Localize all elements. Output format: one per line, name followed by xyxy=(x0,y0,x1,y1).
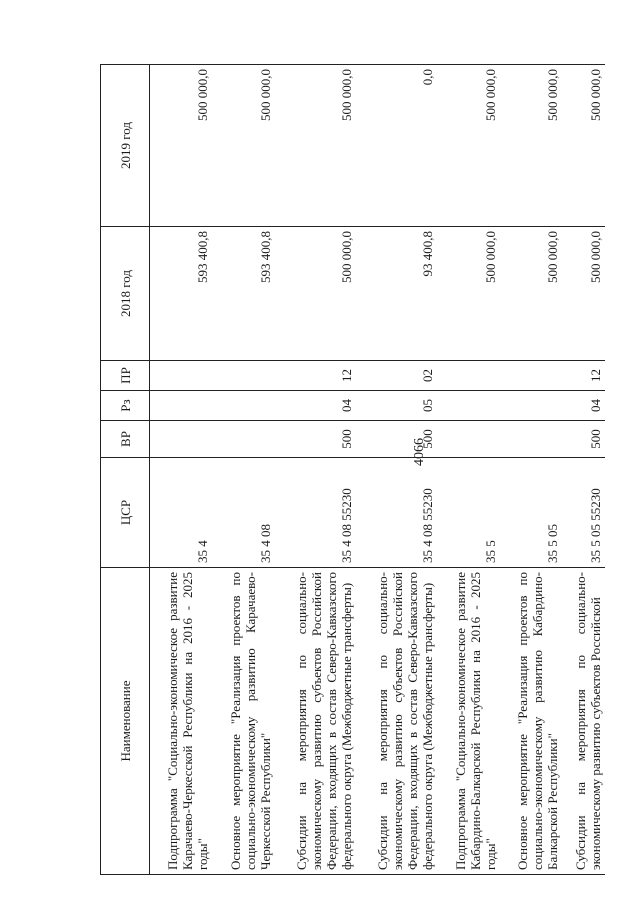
row-csr: 35 5 05 xyxy=(500,458,562,568)
row-2018: 500 000,0 xyxy=(437,227,499,361)
row-rz xyxy=(500,391,562,421)
row-name: Субсидии на мероприятия по социально-экономическому развитию субъектов Российской Федерации, входящих в состав Северо-Кавказского федерального округа (Межбюджетные трансферты) xyxy=(275,568,356,875)
row-vr xyxy=(437,421,499,458)
row-rz xyxy=(150,391,213,421)
table-row xyxy=(212,65,274,875)
row-pr: 12 xyxy=(562,361,605,391)
header-name: Наименование xyxy=(101,568,150,875)
row-2019: 500 000,0 xyxy=(500,65,562,227)
row-2018: 500 000,0 xyxy=(275,227,356,361)
row-csr: 35 4 xyxy=(150,458,213,568)
table-row xyxy=(437,65,499,875)
row-csr: 35 4 08 55230 xyxy=(275,458,356,568)
row-2018: 93 400,8 xyxy=(356,227,437,361)
row-rz: 04 xyxy=(562,391,605,421)
row-vr xyxy=(212,421,274,458)
row-rz xyxy=(212,391,274,421)
row-name: Субсидии на мероприятия по социально-экономическому развитию субъектов Российской Федерации, входящих в состав Северо-Кавказского федерального округа (Межбюджетные трансферты) xyxy=(356,568,437,875)
row-vr: 500 xyxy=(275,421,356,458)
row-csr: 35 4 08 xyxy=(212,458,274,568)
table-row xyxy=(150,65,213,875)
row-name: Подпрограмма "Социально-экономическое развитие Кабардино-Балкарской Республики на 2016 - 2025 годы" xyxy=(437,568,499,875)
row-name: Подпрограмма "Социально-экономическое развитие Карачаево-Черкесской Республики на 2016 - 2025 годы" xyxy=(150,568,213,875)
row-2019: 500 000,0 xyxy=(212,65,274,227)
row-2018: 593 400,8 xyxy=(150,227,213,361)
row-name: Основное мероприятие "Реализация проектов по социально-экономическому развитию Кабардино-Балкарской Республики" xyxy=(500,568,562,875)
row-rz: 04 xyxy=(275,391,356,421)
table-row xyxy=(356,65,437,875)
row-pr xyxy=(212,361,274,391)
table-row xyxy=(500,65,562,875)
row-pr xyxy=(150,361,213,391)
budget-table xyxy=(100,64,605,875)
row-rz xyxy=(437,391,499,421)
page-number: 4066 xyxy=(412,438,427,466)
row-2019: 0,0 xyxy=(356,65,437,227)
row-2019: 500 000,0 xyxy=(275,65,356,227)
row-csr: 35 4 08 55230 xyxy=(356,458,437,568)
row-pr xyxy=(437,361,499,391)
row-vr xyxy=(150,421,213,458)
row-2018: 500 000,0 xyxy=(562,227,605,361)
row-pr xyxy=(500,361,562,391)
row-pr: 12 xyxy=(275,361,356,391)
row-2019: 500 000,0 xyxy=(437,65,499,227)
table-row xyxy=(562,65,605,875)
row-2019: 500 000,0 xyxy=(562,65,605,227)
row-csr: 35 5 xyxy=(437,458,499,568)
row-vr xyxy=(500,421,562,458)
row-2019: 500 000,0 xyxy=(150,65,213,227)
row-2018: 593 400,8 xyxy=(212,227,274,361)
header-rz: Рз xyxy=(101,391,150,421)
header-2019: 2019 год xyxy=(101,65,150,227)
rotated-table-container xyxy=(100,65,605,875)
row-name: Основное мероприятие "Реализация проектов по социально-экономическому развитию Карачаево-Черкесской Республики" xyxy=(212,568,274,875)
header-vr: ВР xyxy=(101,421,150,458)
row-name: Субсидии на мероприятия по социально-экономическому развитию субъектов Российской xyxy=(562,568,605,875)
table-row xyxy=(275,65,356,875)
row-vr: 500 xyxy=(562,421,605,458)
header-pr: ПР xyxy=(101,361,150,391)
row-vr: 500 xyxy=(356,421,437,458)
row-pr: 02 xyxy=(356,361,437,391)
row-2018: 500 000,0 xyxy=(500,227,562,361)
header-2018: 2018 год xyxy=(101,227,150,361)
row-csr: 35 5 05 55230 xyxy=(562,458,605,568)
row-rz: 05 xyxy=(356,391,437,421)
table-header-row xyxy=(101,65,150,875)
header-csr: ЦСР xyxy=(101,458,150,568)
